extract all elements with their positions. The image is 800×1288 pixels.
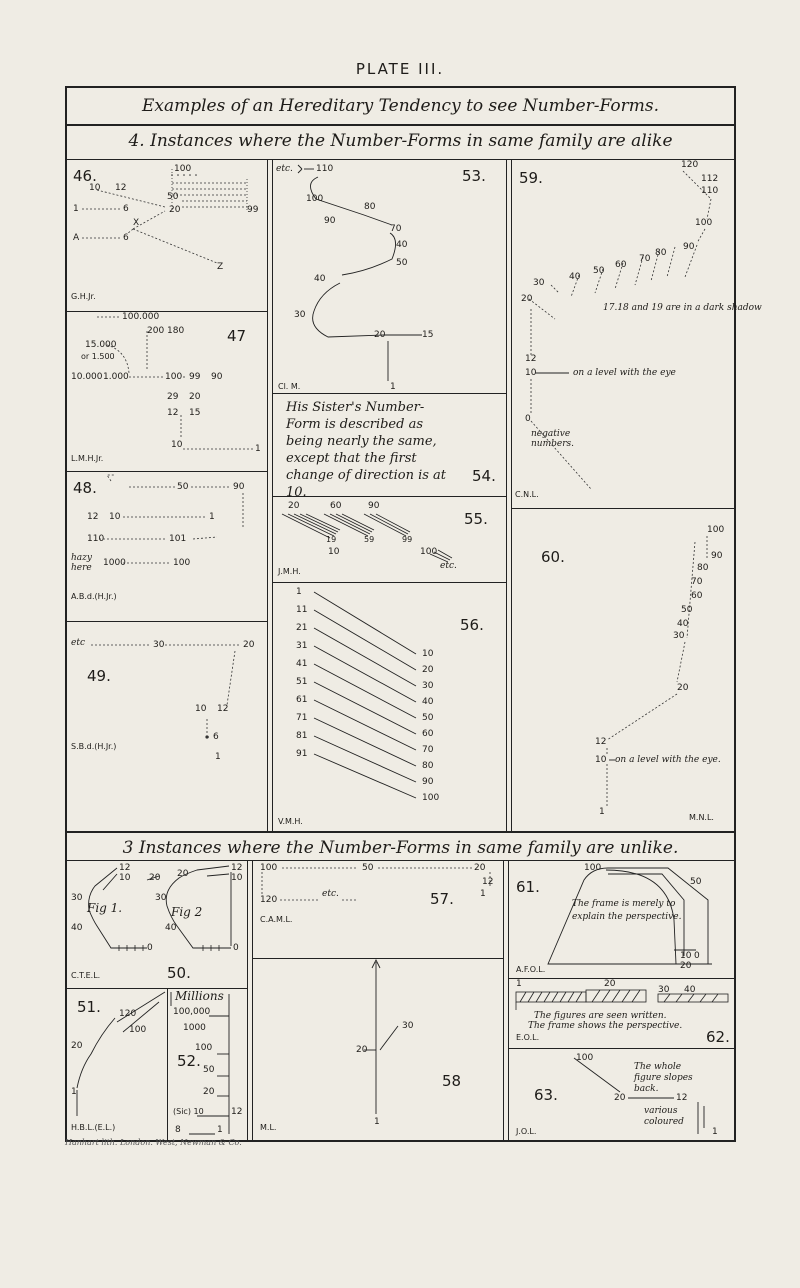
label: 70 bbox=[390, 224, 402, 234]
form-line bbox=[314, 664, 416, 718]
label: 120 bbox=[681, 160, 699, 170]
figure-50 bbox=[67, 860, 247, 988]
credit: L.M.H.Jr. bbox=[71, 454, 104, 463]
figure-55 bbox=[272, 496, 506, 582]
figure-59 bbox=[511, 159, 762, 508]
label: 59 bbox=[364, 535, 375, 544]
label: 1 bbox=[374, 1117, 380, 1127]
figure-2-label: Fig 2 bbox=[171, 905, 203, 919]
label: 110 bbox=[701, 186, 719, 196]
label: 40 bbox=[165, 923, 177, 933]
label: 6 bbox=[123, 233, 129, 243]
number-form-diagram bbox=[511, 508, 734, 831]
label: 99 bbox=[402, 535, 413, 544]
label: 101 bbox=[169, 534, 187, 544]
label: 20 bbox=[356, 1045, 368, 1055]
label: 100,000 bbox=[173, 1007, 211, 1017]
label: 1 bbox=[712, 1127, 718, 1137]
label: 50 bbox=[396, 258, 408, 268]
label: 1000 bbox=[183, 1023, 206, 1033]
figure-53 bbox=[272, 159, 506, 393]
credit: S.B.d.(H.Jr.) bbox=[71, 742, 117, 751]
label: 0 bbox=[694, 951, 700, 961]
label: 1 bbox=[209, 512, 215, 522]
label: 40 bbox=[396, 240, 408, 250]
label: 30 bbox=[71, 893, 83, 903]
label: 112 bbox=[701, 174, 719, 184]
label: 12 bbox=[115, 183, 127, 193]
label: 15 bbox=[422, 330, 434, 340]
plate-title: PLATE III. bbox=[355, 60, 445, 78]
credit: A.B.d.(H.Jr.) bbox=[71, 592, 117, 601]
section2-title: 3 Instances where the Number-Forms in same family are unlike. bbox=[122, 838, 679, 858]
label: 20 bbox=[474, 863, 486, 873]
annotation: on a level with the eye. bbox=[615, 755, 721, 765]
label: 90 bbox=[422, 777, 434, 787]
number-form-diagram bbox=[67, 621, 267, 831]
label: 100 bbox=[195, 1043, 213, 1053]
label: 50 bbox=[362, 863, 374, 873]
figure-47 bbox=[67, 311, 267, 471]
credit: C.T.E.L. bbox=[71, 971, 101, 980]
label: 100 bbox=[260, 863, 278, 873]
divider bbox=[506, 159, 507, 831]
label: 6 bbox=[213, 732, 219, 742]
figure-52 bbox=[167, 988, 247, 1140]
label: 20 bbox=[71, 1041, 83, 1051]
label: 50 bbox=[167, 192, 179, 202]
annotation: hazy here bbox=[71, 553, 92, 573]
label: 1 bbox=[217, 1125, 223, 1135]
annotation: negative numbers. bbox=[531, 429, 574, 449]
credit: J.M.H. bbox=[278, 567, 301, 576]
label: 50 bbox=[690, 877, 702, 887]
label: 50 bbox=[422, 713, 434, 723]
label: 12 bbox=[167, 408, 179, 418]
label: 10 bbox=[89, 183, 101, 193]
label: 29 bbox=[167, 392, 179, 402]
label: 1 bbox=[390, 382, 396, 392]
label: etc. bbox=[440, 561, 457, 571]
figure-58 bbox=[252, 958, 503, 1140]
figure-49 bbox=[67, 621, 267, 831]
label: 70 bbox=[691, 577, 703, 587]
label: 71 bbox=[296, 713, 308, 723]
label: 10 bbox=[195, 704, 207, 714]
figure-number: 63. bbox=[534, 1086, 558, 1104]
figure-number: 56. bbox=[460, 616, 484, 634]
label: 60 bbox=[691, 591, 703, 601]
number-form-diagram bbox=[511, 159, 734, 508]
figure-56 bbox=[272, 582, 506, 831]
label: 10 bbox=[680, 951, 692, 961]
label: 1 bbox=[215, 752, 221, 762]
label: 1 bbox=[296, 587, 302, 597]
label: 12 bbox=[231, 1107, 243, 1117]
label: 41 bbox=[296, 659, 308, 669]
figure-number: 59. bbox=[519, 169, 543, 187]
label: 100 bbox=[707, 525, 725, 535]
label: 15 bbox=[189, 408, 201, 418]
label: etc. bbox=[322, 889, 339, 899]
label: 100 bbox=[174, 164, 192, 174]
figure-number: 50. bbox=[167, 964, 191, 982]
label: 1 bbox=[480, 889, 486, 899]
label: 20 bbox=[189, 392, 201, 402]
label: 12 bbox=[119, 863, 131, 873]
printer-credit: Hanhart lith. London. West, Newman & Co. bbox=[65, 1138, 242, 1147]
annotation: various coloured bbox=[644, 1106, 684, 1127]
label: 90 bbox=[324, 216, 336, 226]
description-text: His Sister's Number-Form is described as being nearly the same, except that the first change of direction is at 10. bbox=[286, 400, 447, 500]
label: 20 bbox=[680, 961, 692, 971]
label: 30 bbox=[155, 893, 167, 903]
figure-60 bbox=[511, 508, 734, 831]
label: 80 bbox=[655, 248, 667, 258]
label: 30 bbox=[422, 681, 434, 691]
number-form-diagram bbox=[167, 988, 247, 1140]
label: 80 bbox=[364, 202, 376, 212]
label: 100 bbox=[695, 218, 713, 228]
label: 12 bbox=[595, 737, 607, 747]
figure-number: 61. bbox=[516, 878, 540, 896]
label: 40 bbox=[677, 619, 689, 629]
label: 12 bbox=[217, 704, 229, 714]
label: 40 bbox=[314, 274, 326, 284]
label: 1 bbox=[255, 444, 261, 454]
figure-62 bbox=[508, 978, 734, 1048]
divider bbox=[247, 860, 248, 1140]
credit: A.F.O.L. bbox=[516, 965, 546, 974]
label: 100 bbox=[129, 1025, 147, 1035]
label: 30 bbox=[658, 985, 670, 995]
figure-51 bbox=[67, 988, 167, 1140]
label: 12 bbox=[482, 877, 494, 887]
label: 50 bbox=[681, 605, 693, 615]
label: 120 bbox=[119, 1009, 137, 1019]
label: 1000 bbox=[103, 558, 126, 568]
number-form-diagram bbox=[252, 860, 503, 958]
number-form-diagram bbox=[67, 311, 267, 471]
label: 60 bbox=[330, 501, 342, 511]
form-line bbox=[314, 628, 416, 686]
label: 100 bbox=[576, 1053, 594, 1063]
divider bbox=[267, 159, 268, 831]
label: 12 bbox=[231, 863, 243, 873]
figure-number: 54. bbox=[472, 467, 496, 485]
label: 30 bbox=[402, 1021, 414, 1031]
figure-number: 58 bbox=[442, 1072, 462, 1090]
label: 1 bbox=[516, 979, 522, 989]
label: 70 bbox=[639, 254, 651, 264]
credit: H.B.L.(E.L.) bbox=[71, 1123, 116, 1132]
label: 91 bbox=[296, 749, 308, 759]
annotation: The figures are seen written. bbox=[534, 1011, 667, 1021]
label: A bbox=[73, 233, 80, 243]
number-form-diagram bbox=[67, 988, 167, 1140]
label: 12 bbox=[525, 354, 537, 364]
label: 80 bbox=[697, 563, 709, 573]
label: etc. bbox=[276, 164, 293, 174]
label: 50 bbox=[593, 266, 605, 276]
annotation: on a level with the eye bbox=[573, 368, 676, 378]
credit: V.M.H. bbox=[278, 817, 303, 826]
label: 10 bbox=[171, 440, 183, 450]
label: 81 bbox=[296, 731, 308, 741]
label: 100.000 bbox=[122, 312, 160, 322]
label: 6 bbox=[123, 204, 129, 214]
annotation: 17.18 and 19 are in a dark shadow bbox=[603, 303, 762, 313]
label: 20 bbox=[203, 1087, 215, 1097]
number-form-diagram bbox=[508, 860, 734, 978]
label: 40 bbox=[422, 697, 434, 707]
label: 20 bbox=[521, 294, 533, 304]
label: 10 bbox=[422, 649, 434, 659]
label: 10 bbox=[595, 755, 607, 765]
number-form-diagram bbox=[272, 496, 506, 582]
label: 1.000 bbox=[103, 372, 129, 382]
label: 30 bbox=[533, 278, 545, 288]
label: 20 bbox=[169, 205, 181, 215]
label: 20 bbox=[422, 665, 434, 675]
label: 90 bbox=[211, 372, 223, 382]
label: 100 bbox=[420, 547, 438, 557]
form-line bbox=[314, 592, 416, 654]
label: or 1.500 bbox=[81, 352, 115, 361]
figure-46 bbox=[67, 159, 267, 311]
form-line bbox=[314, 610, 416, 670]
divider bbox=[67, 124, 734, 126]
figure-1-label: Fig 1. bbox=[87, 901, 123, 915]
credit: C.N.L. bbox=[515, 490, 539, 499]
main-title: Examples of an Hereditary Tendency to see Number-Forms. bbox=[141, 96, 660, 116]
label: 10 bbox=[119, 873, 131, 883]
label: 180 bbox=[167, 326, 185, 336]
label: 31 bbox=[296, 641, 308, 651]
label: 30 bbox=[294, 310, 306, 320]
label: 30 bbox=[673, 631, 685, 641]
number-form-diagram bbox=[252, 958, 503, 1140]
label: 0 bbox=[147, 943, 153, 953]
credit: Cl. M. bbox=[278, 382, 301, 391]
label: 20 bbox=[288, 501, 300, 511]
figure-number: 62. bbox=[706, 1028, 730, 1046]
label: 10 bbox=[109, 512, 121, 522]
figure-63 bbox=[508, 1048, 734, 1140]
label: 110 bbox=[316, 164, 334, 174]
label: etc bbox=[71, 638, 85, 648]
label: X bbox=[133, 218, 140, 228]
form-line bbox=[314, 754, 416, 798]
label: 10.000 bbox=[71, 372, 103, 382]
label: 1 bbox=[599, 807, 605, 817]
annotation: The frame shows the perspective. bbox=[528, 1021, 683, 1031]
label: 12 bbox=[87, 512, 99, 522]
label: 11 bbox=[296, 605, 308, 615]
label: 80 bbox=[422, 761, 434, 771]
label: 99 bbox=[189, 372, 201, 382]
plate-frame bbox=[65, 86, 762, 1142]
credit: M.L. bbox=[260, 1123, 277, 1132]
label: 60 bbox=[422, 729, 434, 739]
label: 40 bbox=[684, 985, 696, 995]
label: 40 bbox=[71, 923, 83, 933]
label: 100 bbox=[422, 793, 440, 803]
label: 20 bbox=[614, 1093, 626, 1103]
figure-61 bbox=[508, 860, 734, 978]
label: 99 bbox=[247, 205, 259, 215]
label: 30 bbox=[153, 640, 165, 650]
label: 20 bbox=[149, 873, 161, 883]
figure-number: 51. bbox=[77, 998, 101, 1016]
label: 100 bbox=[584, 863, 602, 873]
figure-number: 46. bbox=[73, 167, 97, 185]
number-form-diagram bbox=[67, 860, 247, 988]
annotation: The frame is merely to explain the perspective. bbox=[572, 899, 682, 922]
credit: G.H.Jr. bbox=[71, 292, 96, 301]
number-form-diagram bbox=[67, 159, 267, 311]
label: 21 bbox=[296, 623, 308, 633]
label: 90 bbox=[233, 482, 245, 492]
label: 20 bbox=[374, 330, 386, 340]
label: 100 bbox=[165, 372, 183, 382]
label: 20 bbox=[177, 869, 189, 879]
label: Millions bbox=[175, 989, 224, 1003]
label: 10 bbox=[525, 368, 537, 378]
label: 100 bbox=[173, 558, 191, 568]
label: 110 bbox=[87, 534, 105, 544]
number-form-diagram bbox=[272, 159, 506, 393]
label: 50 bbox=[177, 482, 189, 492]
divider bbox=[503, 860, 504, 1140]
label: 100 bbox=[306, 194, 324, 204]
figure-number: 47 bbox=[227, 327, 247, 345]
label: 61 bbox=[296, 695, 308, 705]
figure-57 bbox=[252, 860, 503, 958]
credit: E.O.L. bbox=[516, 1033, 540, 1042]
credit: M.N.L. bbox=[689, 813, 714, 822]
label: 20 bbox=[677, 683, 689, 693]
label: 0 bbox=[233, 943, 239, 953]
annotation: The whole figure slopes back. bbox=[634, 1062, 693, 1094]
credit: C.A.M.L. bbox=[260, 915, 293, 924]
number-form-diagram bbox=[67, 471, 267, 621]
figure-number: 55. bbox=[464, 510, 488, 528]
label: 40 bbox=[569, 272, 581, 282]
number-form-diagram bbox=[272, 582, 506, 831]
number-form-diagram bbox=[508, 978, 734, 1048]
label: 10 bbox=[231, 873, 243, 883]
label: 0 bbox=[525, 414, 531, 424]
label: 1 bbox=[73, 204, 79, 214]
label: 70 bbox=[422, 745, 434, 755]
label: 8 bbox=[175, 1125, 181, 1135]
label: 90 bbox=[368, 501, 380, 511]
label: 12 bbox=[676, 1093, 688, 1103]
form-line bbox=[314, 646, 416, 702]
figure-number: 49. bbox=[87, 667, 111, 685]
divider bbox=[67, 831, 734, 833]
label: 20 bbox=[604, 979, 616, 989]
label: 200 bbox=[147, 326, 165, 336]
label: 15.000 bbox=[85, 340, 117, 350]
figure-number: 48. bbox=[73, 479, 97, 497]
label: 60 bbox=[615, 260, 627, 270]
label: 1 bbox=[71, 1087, 77, 1097]
label: 90 bbox=[711, 551, 723, 561]
section1-title: 4. Instances where the Number-Forms in same family are alike bbox=[128, 131, 673, 151]
number-form-diagram bbox=[508, 1048, 734, 1140]
figure-number: 53. bbox=[462, 167, 486, 185]
label: 19 bbox=[326, 535, 337, 544]
label: 51 bbox=[296, 677, 308, 687]
label: 120 bbox=[260, 895, 278, 905]
figure-48 bbox=[67, 471, 267, 621]
label: 10 bbox=[328, 547, 340, 557]
label: 90 bbox=[683, 242, 695, 252]
label: 20 bbox=[243, 640, 255, 650]
label: (Sic) 10 bbox=[173, 1107, 204, 1116]
figure-54 bbox=[272, 393, 506, 500]
figure-number: 57. bbox=[430, 890, 454, 908]
label: Z bbox=[217, 262, 224, 272]
figure-number: 60. bbox=[541, 548, 565, 566]
credit: J.O.L. bbox=[516, 1127, 537, 1136]
figure-number: 52. bbox=[177, 1052, 201, 1070]
label: 50 bbox=[203, 1065, 215, 1075]
